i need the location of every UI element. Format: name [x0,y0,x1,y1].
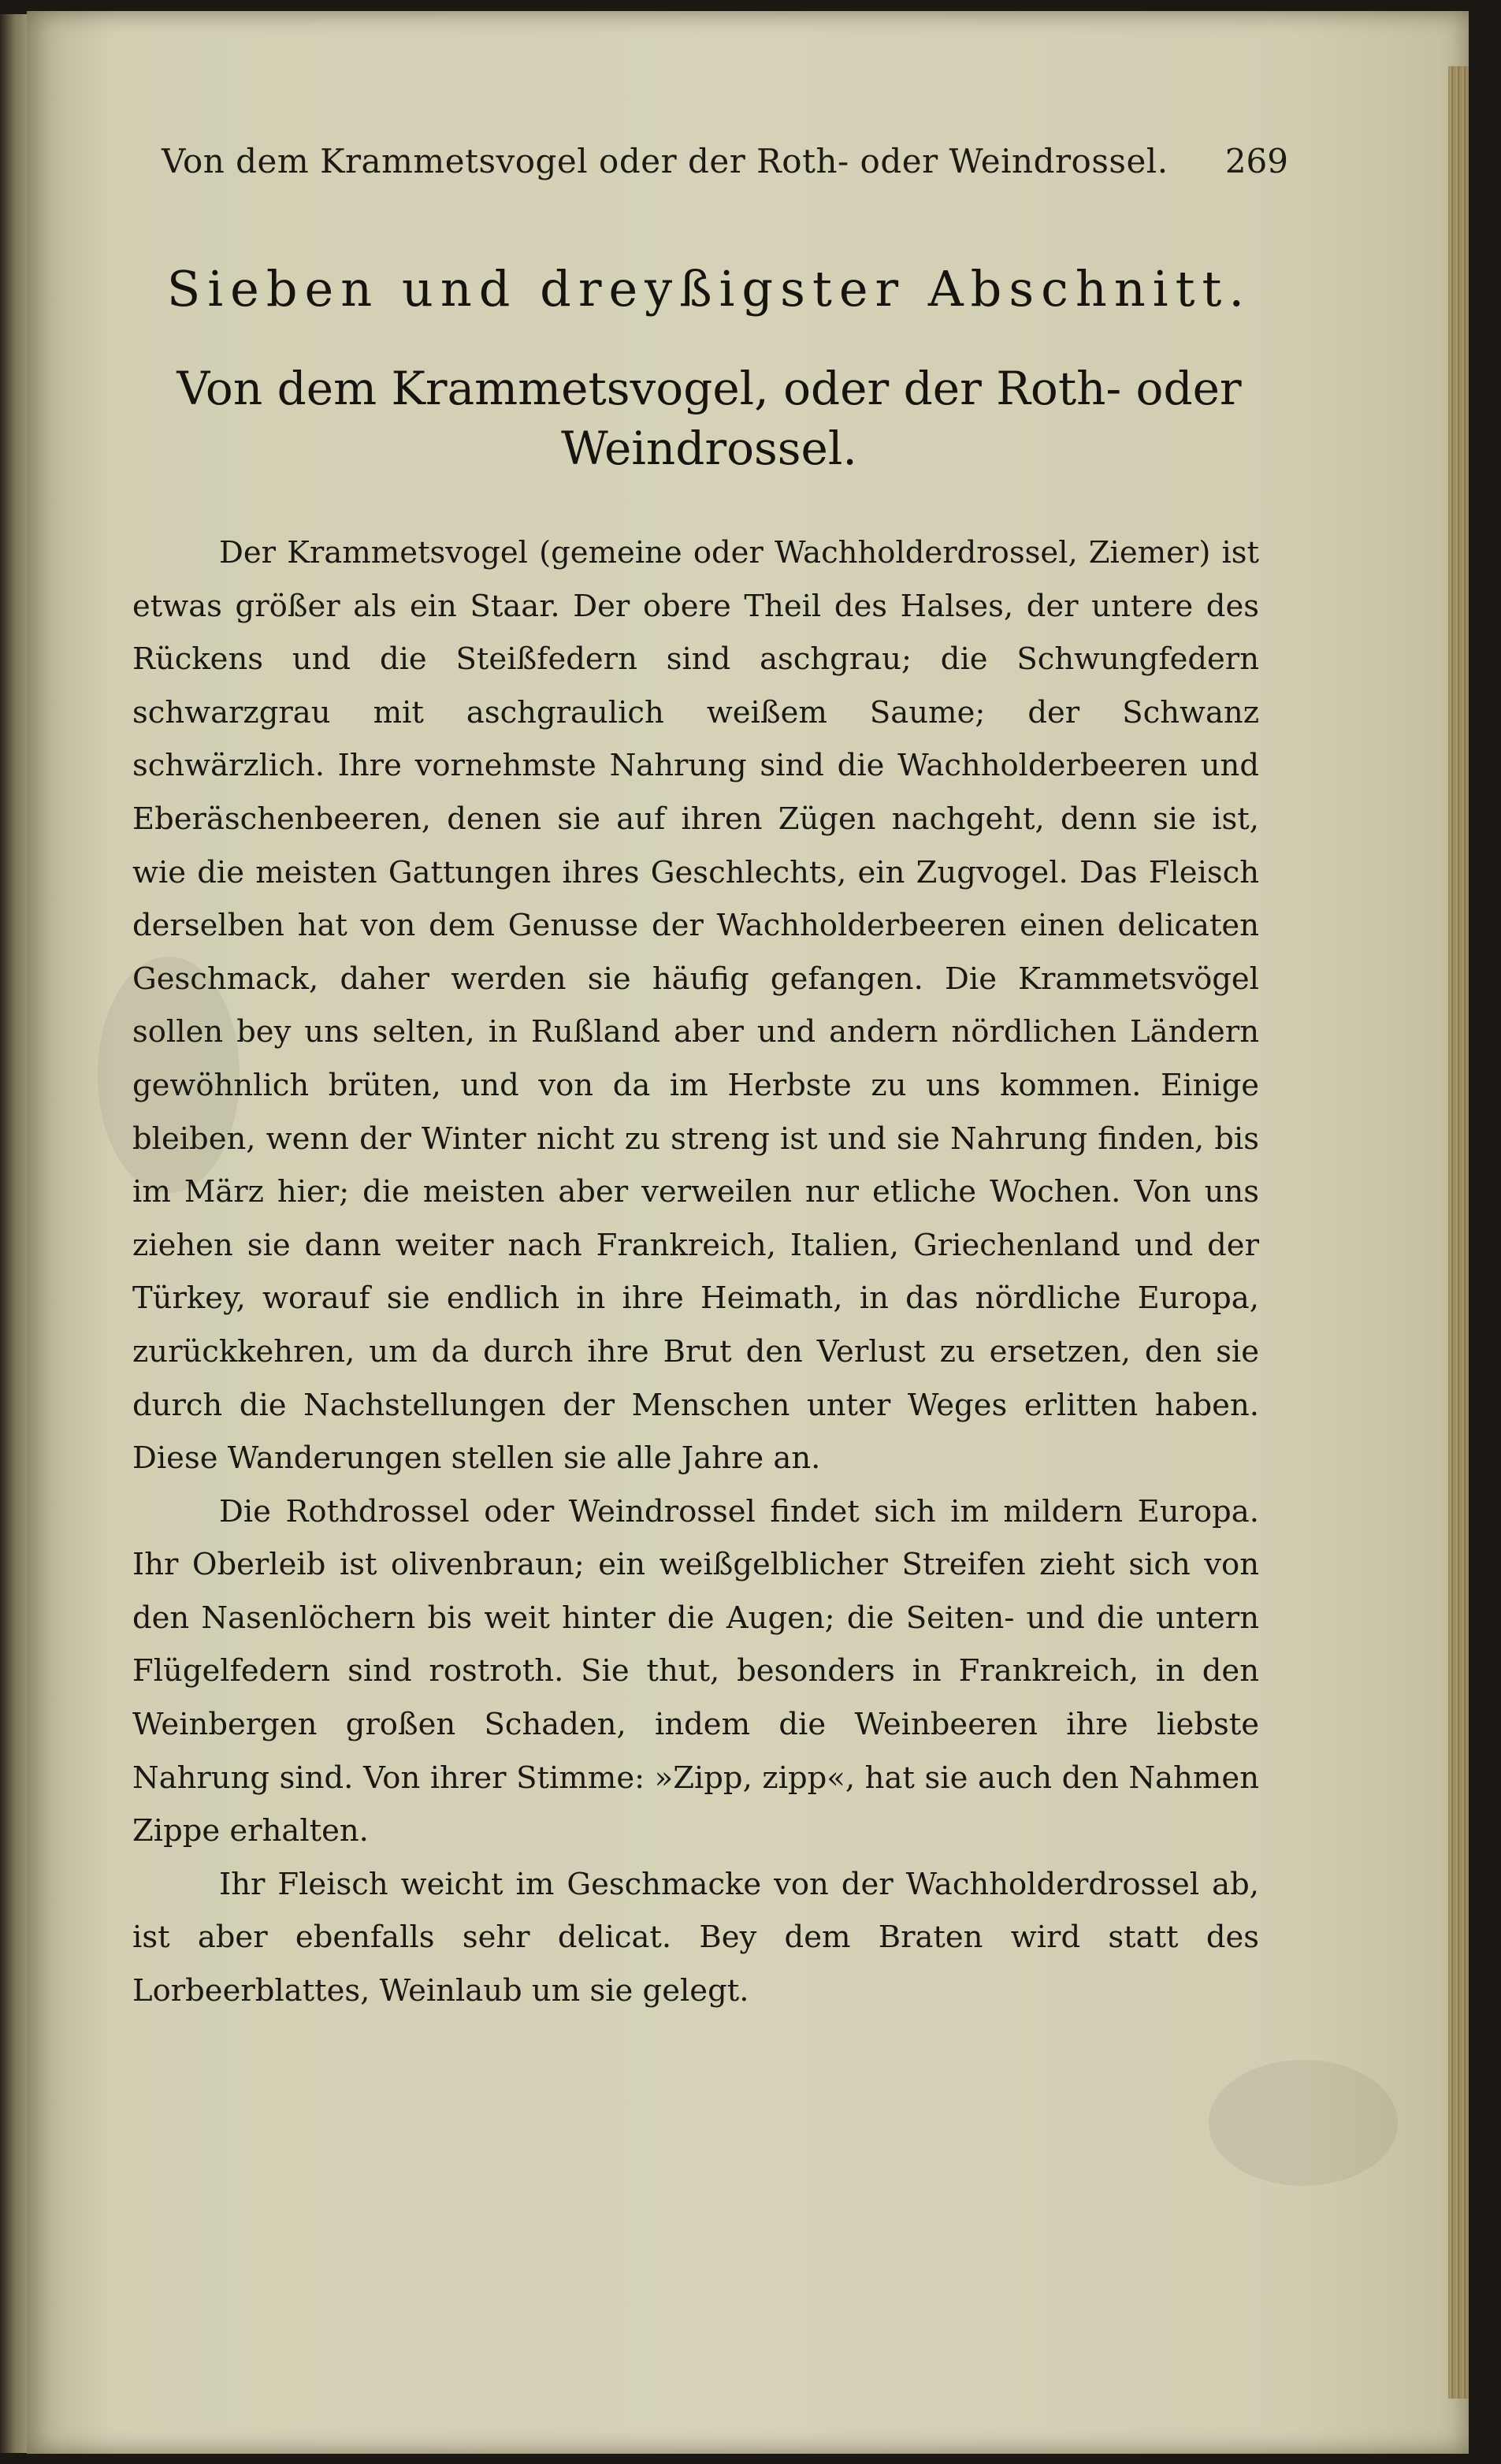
paper-stain [1209,2060,1398,2186]
running-head [162,142,1288,197]
page-number: 269 [1224,142,1288,180]
running-head-title: Von dem Krammetsvogel oder der Roth- oder Weindrossel. [162,142,1168,180]
page-fore-edge [1448,66,1469,2399]
section-title: Sieben und dreyßigster Abschnitt. [166,260,1252,318]
paragraph: Ihr Fleisch weicht im Geschmacke von der Wachholderdrossel ab, ist aber ebenfalls sehr delicat. Bey dem Braten wird statt des Lorbeerblattes, Weinlaub um sie gelegt. [132,1866,1259,2009]
paragraph: Der Krammetsvogel (gemeine oder Wachholderdrossel, Ziemer) ist etwas größer als ein Staar. Der obere Theil des Halses, der untere des Rückens und die Steißfedern sind aschgrau; die Schwungfedern schwarzgrau mit aschgraulich weißem Saume; der Schwanz schwärzlich. Ihre vornehmste Nahrung sind die Wachholderbeeren und Eberäschenbeeren, denen sie auf ihren Zügen nachgeht, denn sie ist, wie die meisten Gattungen ihres Geschlechts, ein Zugvogel. Das Fleisch derselben hat von dem Genusse der Wachholderbeeren einen delicaten Geschmack, daher werden sie häufig gefangen. Die Krammetsvögel sollen bey uns selten, in Rußland aber und andern nördlichen Ländern gewöhnlich brüten, und von da im Herbste zu uns kommen. Einige bleiben, wenn der Winter nicht zu streng ist und sie Nahrung finden, bis im März hier; die meisten aber verweilen nur etliche Wochen. Von uns ziehen sie dann weiter nach Frankreich, Italien, Griechenland und der Türkey, worauf sie endlich in ihre Heimath, in das nördliche Europa, zurückkehren, um da durch ihre Brut den Verlust zu ersetzen, den sie durch die Nachstellungen der Menschen unter Weges erlitten haben. Diese Wanderungen stellen sie alle Jahre an. [132,535,1259,1477]
body-text [132,526,1259,2018]
paragraph: Die Rothdrossel oder Weindrossel findet sich im mildern Europa. Ihr Oberleib ist olivenbraun; ein weißgelblicher Streifen zieht sich von den Nasenlöchern bis weit hinter die Augen; die Seiten- und die untern Flügelfedern sind rostroth. Sie thut, besonders in Frankreich, in den Weinbergen großen Schaden, indem die Weinbeeren ihre liebste Nahrung sind. Von ihrer Stimme: »Zipp, zipp«, hat sie auch den Nahmen Zippe erhalten. [132,1493,1259,1849]
chapter-title: Von dem Krammetsvogel, oder der Roth- oder Weindrossel. [176,362,1242,475]
